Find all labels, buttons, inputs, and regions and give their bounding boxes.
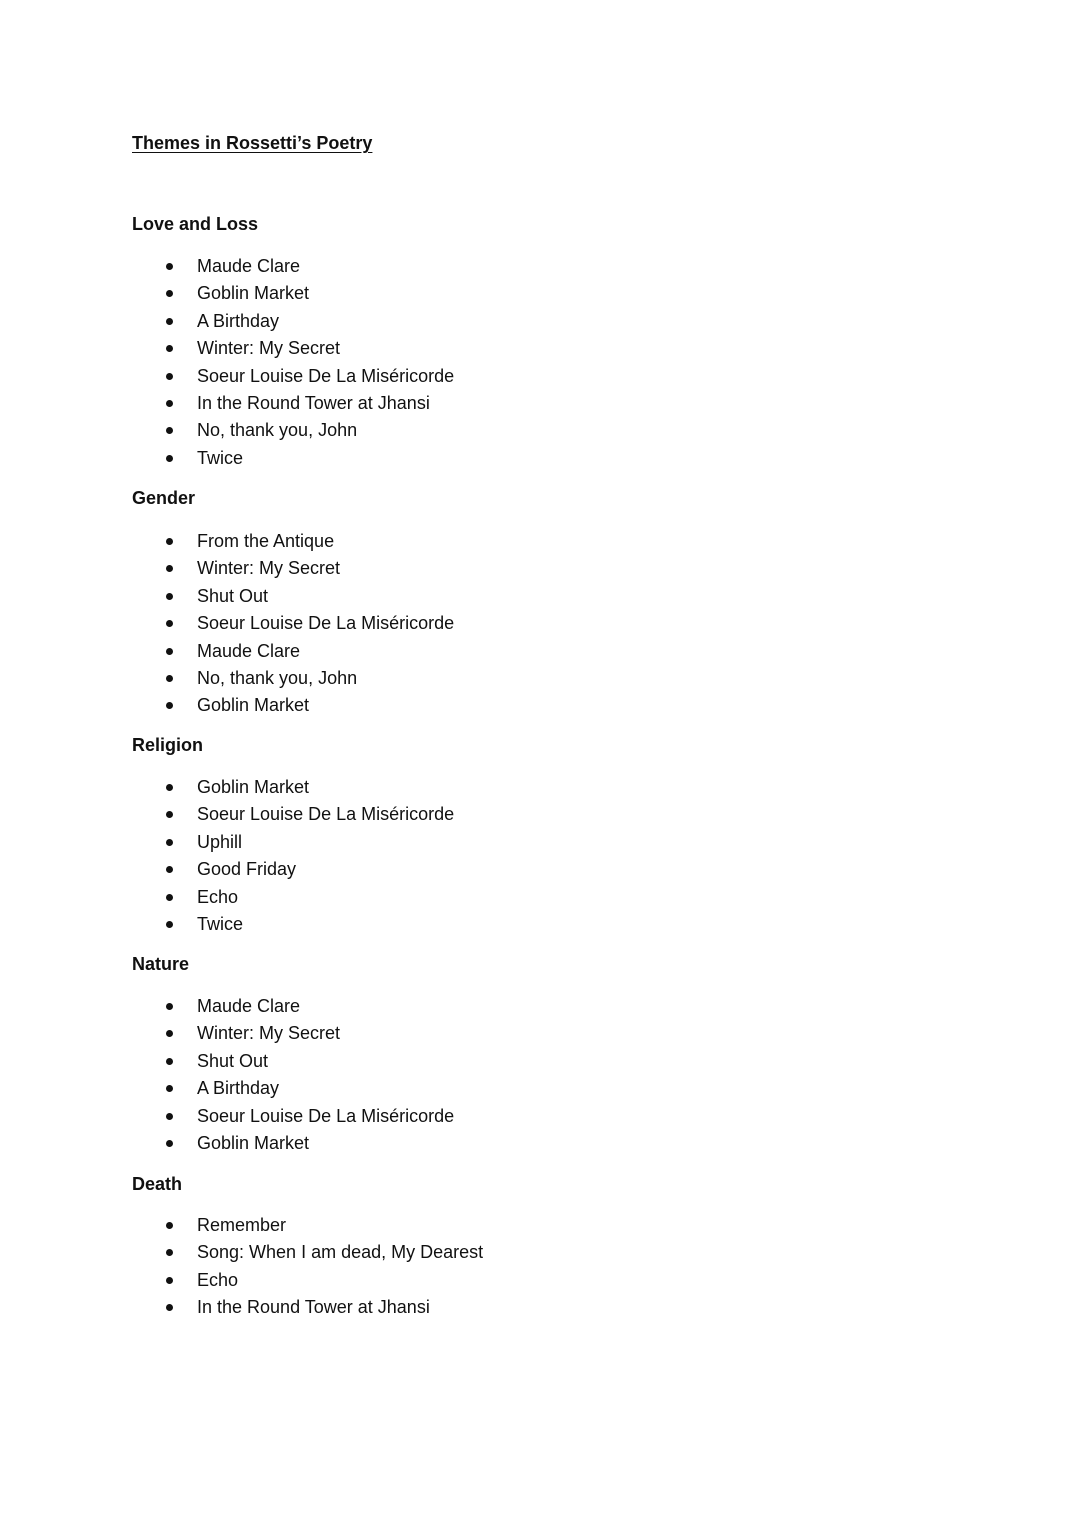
- poem-title: From the Antique: [197, 531, 335, 551]
- bullet-icon: [166, 427, 173, 434]
- bullet-icon: [166, 784, 173, 791]
- poem-title: Twice: [197, 913, 244, 934]
- poem-title: Echo: [197, 886, 239, 907]
- poem-title: Soeur Louise De La Miséricorde: [197, 613, 455, 634]
- bullet-icon: [166, 593, 173, 600]
- bullet-icon: [166, 648, 173, 655]
- poem-title: No, thank you, John: [197, 420, 358, 441]
- bullet-icon: [166, 538, 173, 545]
- bullet-icon: [166, 1030, 173, 1037]
- bullet-icon: [166, 894, 173, 901]
- bullet-icon: [166, 345, 173, 352]
- poem-title: A Birthday: [197, 1078, 280, 1099]
- poem-title: Good Friday: [197, 859, 297, 880]
- bullet-icon: [166, 290, 173, 297]
- section-heading-gender: Gender: [132, 488, 196, 508]
- poem-title: Maude Clare: [197, 996, 301, 1016]
- poem-title: Maude Clare: [197, 640, 301, 661]
- poem-title: In the Round Tower at Jhansi: [197, 392, 430, 413]
- bullet-icon: [166, 1222, 173, 1229]
- poem-title: Goblin Market: [197, 695, 310, 716]
- poem-title: Winter: My Secret: [197, 558, 341, 579]
- poem-title: Shut Out: [197, 1050, 269, 1071]
- bullet-icon: [166, 318, 173, 325]
- poem-title: No, thank you, John: [197, 667, 358, 688]
- bullet-icon: [166, 921, 173, 928]
- bullet-icon: [166, 1140, 173, 1147]
- bullet-icon: [166, 1249, 173, 1256]
- section-heading-nature: Nature: [132, 954, 190, 974]
- poem-title: A Birthday: [197, 310, 280, 331]
- bullet-icon: [166, 400, 173, 407]
- bullet-icon: [166, 1085, 173, 1092]
- bullet-icon: [166, 565, 173, 572]
- poem-title: Winter: My Secret: [197, 1023, 341, 1044]
- poem-title: Winter: My Secret: [197, 338, 341, 359]
- bullet-icon: [166, 1003, 173, 1010]
- section-heading-religion: Religion: [132, 735, 203, 755]
- poem-title: Soeur Louise De La Miséricorde: [197, 365, 455, 386]
- bullet-icon: [166, 702, 173, 709]
- bullet-icon: [166, 373, 173, 380]
- section-heading-death: Death: [132, 1174, 183, 1194]
- poem-title: In the Round Tower at Jhansi: [197, 1297, 430, 1318]
- bullet-icon: [166, 675, 173, 682]
- section-heading-love-and-loss: Love and Loss: [132, 214, 259, 234]
- poem-title: Goblin Market: [197, 777, 310, 797]
- poem-title: Maude Clare: [197, 256, 301, 276]
- poem-title: Goblin Market: [197, 283, 310, 304]
- poem-title: Uphill: [197, 831, 243, 852]
- bullet-icon: [166, 1113, 173, 1120]
- bullet-icon: [166, 1277, 173, 1284]
- poem-title: Soeur Louise De La Miséricorde: [197, 1105, 455, 1126]
- bullet-icon: [166, 620, 173, 627]
- poem-title: Goblin Market: [197, 1132, 310, 1153]
- document-title: Themes in Rossetti’s Poetry: [132, 133, 373, 153]
- bullet-icon: [166, 811, 173, 818]
- poem-title: Twice: [197, 447, 244, 468]
- bullet-icon: [166, 866, 173, 873]
- poem-title: Soeur Louise De La Miséricorde: [197, 804, 455, 825]
- bullet-icon: [166, 263, 173, 270]
- poem-title: Shut Out: [197, 585, 269, 606]
- bullet-icon: [166, 1058, 173, 1065]
- bullet-icon: [166, 1304, 173, 1311]
- poem-title: Song: When I am dead, My Dearest: [197, 1242, 484, 1263]
- bullet-icon: [166, 455, 173, 462]
- poem-title: Echo: [197, 1269, 239, 1290]
- poem-title: Remember: [197, 1215, 287, 1235]
- bullet-icon: [166, 839, 173, 846]
